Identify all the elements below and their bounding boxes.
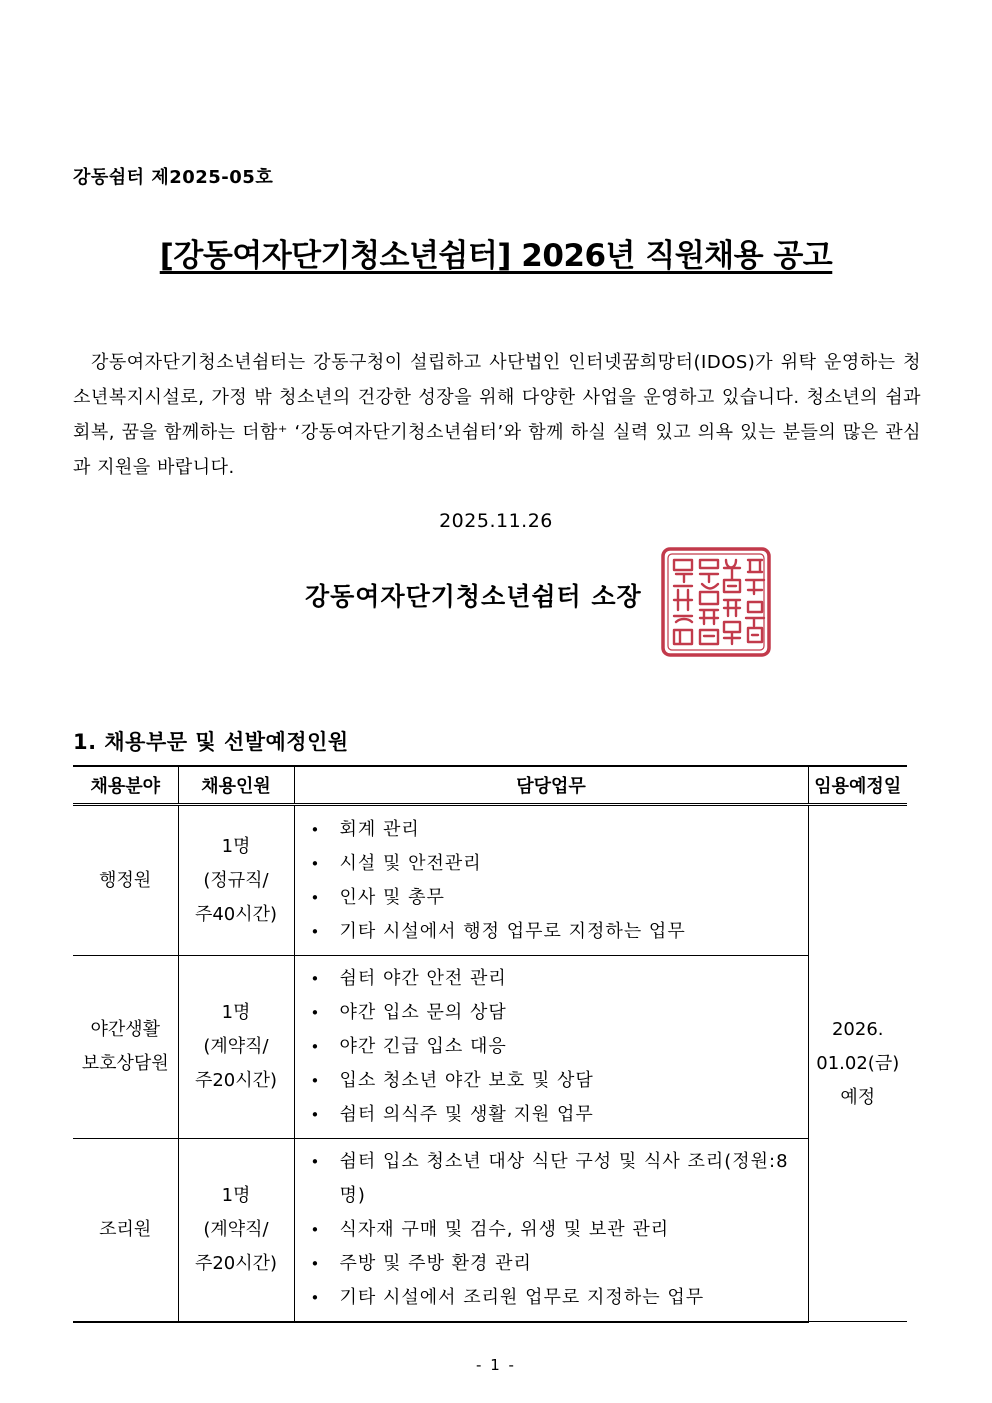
bullet-icon: • xyxy=(310,1220,321,1239)
header-duties: 담당업무 xyxy=(294,766,808,805)
duty-text: 쉼터 입소 청소년 대상 식단 구성 및 식사 조리(정원:8명) xyxy=(339,1150,789,1206)
duty-text: 기타 시설에서 조리원 업무로 지정하는 업무 xyxy=(339,1286,705,1308)
field-name-line1: 야간생활 xyxy=(90,1019,161,1040)
official-seal-icon xyxy=(660,546,772,658)
bullet-icon: • xyxy=(310,888,321,907)
recruitment-table xyxy=(73,765,907,1323)
bullet-icon: • xyxy=(310,1152,321,1171)
section-title: 1. 채용부문 및 선발예정인원 xyxy=(73,730,349,754)
duty-text: 야간 입소 문의 상담 xyxy=(339,1002,507,1023)
duties-cell xyxy=(294,805,808,956)
duty-text: 식자재 구매 및 검수, 위생 및 보관 관리 xyxy=(339,1218,670,1240)
start-date-cell xyxy=(808,805,907,1322)
duty-text: 인사 및 총무 xyxy=(339,886,445,908)
list-item xyxy=(311,1064,808,1098)
duties-list xyxy=(295,1141,808,1319)
table-row xyxy=(73,805,907,956)
bullet-icon: • xyxy=(310,1288,321,1307)
start-date-day: 01.02(금) xyxy=(816,1052,900,1074)
count-cell xyxy=(178,956,294,1139)
count-number: 1명 xyxy=(221,1002,251,1023)
list-item xyxy=(311,1145,808,1213)
start-date-note: 예정 xyxy=(840,1086,876,1108)
field-cell xyxy=(73,956,178,1139)
header-field: 채용분야 xyxy=(73,766,178,805)
header-start-date: 임용예정일 xyxy=(808,766,907,805)
count-type: (정규직/ xyxy=(203,869,269,891)
list-item xyxy=(311,996,808,1030)
document-title-wrapper xyxy=(0,230,992,275)
field-name: 조리원 xyxy=(99,1218,152,1240)
bullet-icon: • xyxy=(310,1072,321,1090)
bullet-icon: • xyxy=(310,970,321,988)
list-item xyxy=(311,962,808,996)
announcement-date: 2025.11.26 xyxy=(439,510,553,532)
bullet-icon: • xyxy=(310,854,321,873)
page-number: - 1 - xyxy=(476,1356,516,1374)
duties-list xyxy=(295,809,808,953)
signer-name: 강동여자단기청소년쉼터 소장 xyxy=(305,582,642,611)
field-name: 행정원 xyxy=(99,869,152,891)
duty-text: 주방 및 주방 환경 관리 xyxy=(339,1252,532,1274)
table-row xyxy=(73,956,907,1139)
count-cell xyxy=(178,805,294,956)
document-title: [강동여자단기청소년쉼터] 2026년 직원채용 공고 xyxy=(159,238,833,274)
bullet-icon: • xyxy=(310,922,321,941)
count-number: 1명 xyxy=(221,835,251,857)
field-name-line2: 보호상담원 xyxy=(81,1053,169,1074)
count-cell xyxy=(178,1139,294,1322)
start-date-year: 2026. xyxy=(831,1018,884,1040)
duties-list xyxy=(295,958,808,1136)
header-count: 채용인원 xyxy=(178,766,294,805)
count-hours: 주40시간) xyxy=(194,903,278,925)
duty-text: 쉼터 의식주 및 생활 지원 업무 xyxy=(339,1104,594,1125)
bullet-icon: • xyxy=(310,1106,321,1124)
list-item xyxy=(311,1213,808,1247)
duties-cell xyxy=(294,956,808,1139)
list-item xyxy=(311,1281,808,1315)
list-item xyxy=(311,847,808,881)
list-item xyxy=(311,881,808,915)
list-item xyxy=(311,915,808,949)
intro-paragraph: 강동여자단기청소년쉼터는 강동구청이 설립하고 사단법인 인터넷꿈희망터(IDOS)가 위탁 운영하는 청소년복지시설로, 가정 밖 청소년의 건강한 성장을 위해 다양한 사업을 운영하고 있습니다. 청소년의 쉼과 회복, 꿈을 함께하는 더함⁺ ‘강동여자단기청소년쉼터’와 함께 하실 실력 있고 의욕 있는 분들의 많은 관심과 지원을 바랍니다. xyxy=(73,352,921,478)
document-number: 강동쉼터 제2025-05호 xyxy=(73,167,274,188)
bullet-icon: • xyxy=(310,1038,321,1056)
count-type: (계약직/ xyxy=(203,1218,269,1240)
table-header-row xyxy=(73,766,907,805)
field-cell xyxy=(73,1139,178,1322)
duty-text: 입소 청소년 야간 보호 및 상담 xyxy=(339,1070,594,1091)
bullet-icon: • xyxy=(310,820,321,839)
list-item xyxy=(311,813,808,847)
list-item xyxy=(311,1247,808,1281)
duty-text: 회계 관리 xyxy=(339,818,420,840)
list-item xyxy=(311,1030,808,1064)
duties-cell xyxy=(294,1139,808,1322)
count-hours: 주20시간) xyxy=(194,1070,278,1091)
list-item xyxy=(311,1098,808,1132)
duty-text: 기타 시설에서 행정 업무로 지정하는 업무 xyxy=(339,920,686,942)
duty-text: 시설 및 안전관리 xyxy=(339,852,482,874)
count-type: (계약직/ xyxy=(203,1036,269,1057)
duty-text: 야간 긴급 입소 대응 xyxy=(339,1036,507,1057)
count-hours: 주20시간) xyxy=(194,1252,278,1274)
bullet-icon: • xyxy=(310,1254,321,1273)
bullet-icon: • xyxy=(310,1004,321,1022)
count-number: 1명 xyxy=(221,1184,251,1206)
field-cell xyxy=(73,805,178,956)
duty-text: 쉼터 야간 안전 관리 xyxy=(339,968,507,989)
table-row xyxy=(73,1139,907,1322)
